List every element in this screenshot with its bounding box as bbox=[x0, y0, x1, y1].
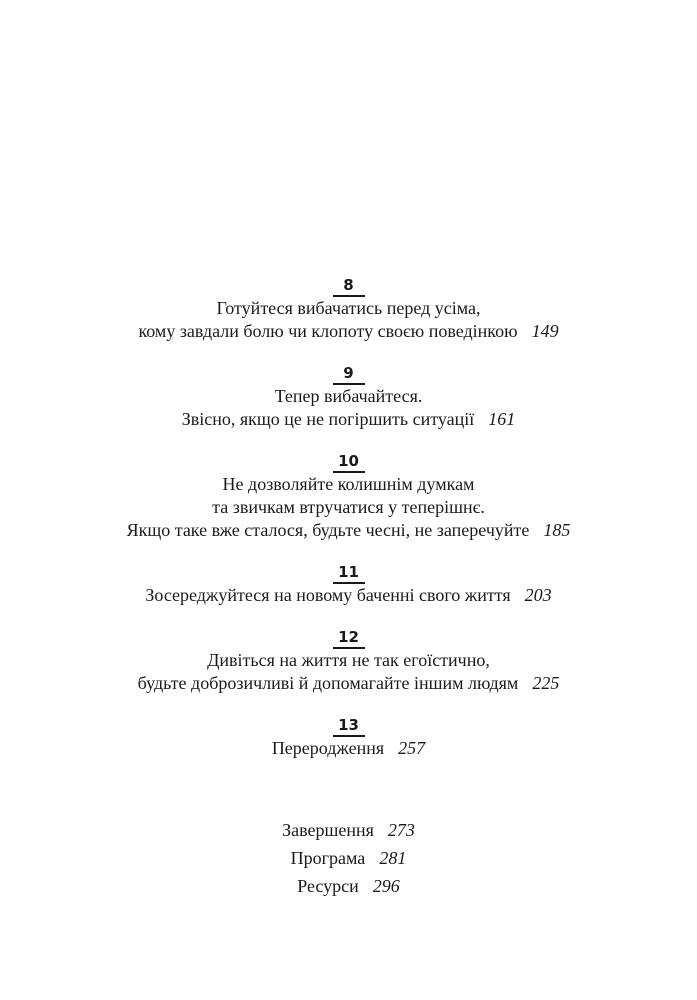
page-number: 161 bbox=[488, 409, 516, 429]
chapter-title-line: кому завдали болю чи клопоту своєю поведінкою 149 bbox=[138, 321, 559, 341]
chapter-11 bbox=[0, 563, 697, 607]
page-number: 149 bbox=[531, 321, 559, 341]
chapter-number: 12 bbox=[333, 628, 365, 649]
chapter-number: 8 bbox=[333, 276, 365, 297]
chapter-title-line: будьте доброзичливі й допомагайте іншим людям 225 bbox=[137, 673, 560, 693]
chapter-number: 13 bbox=[333, 716, 365, 737]
page-number: 273 bbox=[387, 820, 415, 840]
page-number: 281 bbox=[379, 848, 407, 868]
page-number: 296 bbox=[372, 876, 400, 896]
chapter-title-line: Не дозволяйте колишнім думкам bbox=[222, 474, 475, 494]
chapter-12 bbox=[0, 628, 697, 695]
chapter-title-line: Якщо таке вже сталося, будьте чесні, не заперечуйте 185 bbox=[126, 520, 571, 540]
chapter-number: 11 bbox=[333, 563, 365, 584]
chapter-10 bbox=[0, 452, 697, 542]
page-number: 257 bbox=[398, 738, 426, 758]
endmatter-item: Завершення 273 bbox=[282, 820, 415, 840]
page-number: 225 bbox=[532, 673, 560, 693]
chapter-number: 9 bbox=[333, 364, 365, 385]
chapter-title-line: Дивіться на життя не так егоїстично, bbox=[207, 650, 490, 670]
chapter-title-line: Тепер вибачайтеся. bbox=[274, 386, 423, 406]
page-number: 203 bbox=[524, 585, 552, 605]
chapter-13 bbox=[0, 716, 697, 760]
chapter-title-line: та звичкам втручатися у теперішнє. bbox=[212, 497, 485, 517]
chapter-title-line: Звісно, якщо це не погіршить ситуації 161 bbox=[181, 409, 516, 429]
endmatter-item: Програма 281 bbox=[290, 848, 407, 868]
chapter-9 bbox=[0, 364, 697, 431]
table-of-contents bbox=[0, 276, 697, 900]
chapter-8 bbox=[0, 276, 697, 343]
endmatter-item: Ресурси 296 bbox=[297, 876, 400, 896]
chapter-title-line: Переродження 257 bbox=[271, 738, 426, 758]
chapter-number: 10 bbox=[333, 452, 365, 473]
end-matter bbox=[0, 816, 697, 900]
chapter-title-line: Готуйтеся вибачатись перед усіма, bbox=[216, 298, 481, 318]
chapter-title-line: Зосереджуйтеся на новому баченні свого життя 203 bbox=[145, 585, 552, 605]
page-number: 185 bbox=[543, 520, 571, 540]
